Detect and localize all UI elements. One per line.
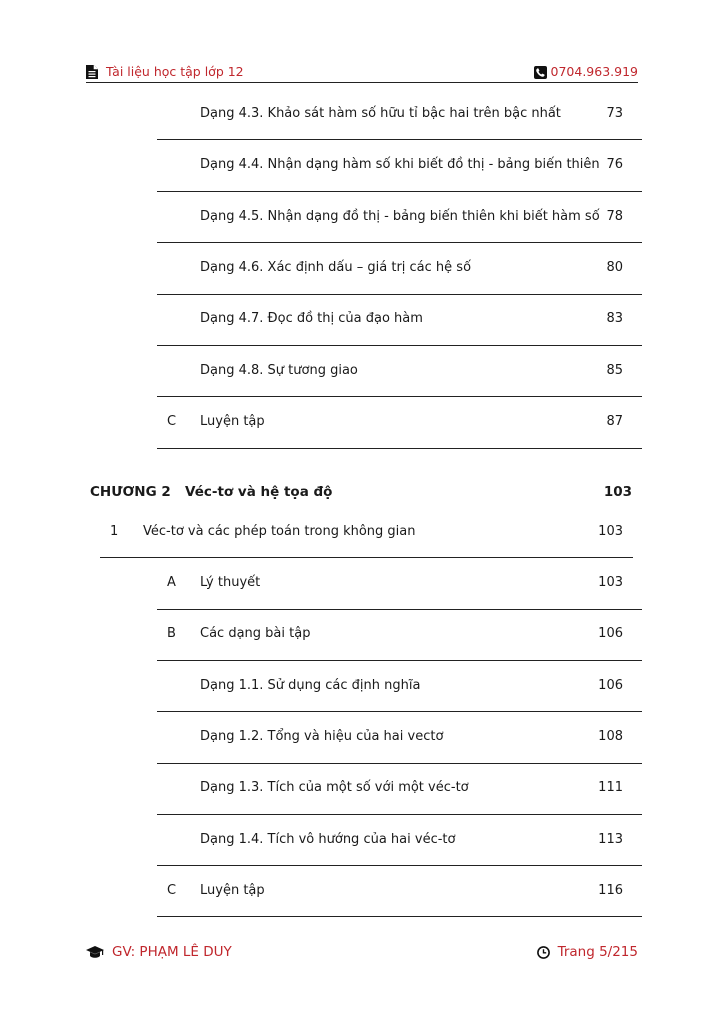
section-divider bbox=[100, 557, 633, 558]
toc-divider bbox=[157, 345, 642, 346]
toc-entry-number: B bbox=[167, 626, 176, 641]
toc-divider bbox=[157, 448, 642, 449]
page-footer bbox=[86, 943, 638, 963]
toc-entry-label: Dạng 4.8. Sự tương giao bbox=[200, 363, 358, 378]
header-right bbox=[534, 64, 638, 80]
toc-entry-label: Dạng 4.4. Nhận dạng hàm số khi biết đồ thị - bảng biến thiên bbox=[200, 157, 600, 172]
file-icon bbox=[86, 65, 98, 79]
toc-entry-page: 83 bbox=[606, 311, 623, 326]
toc-divider bbox=[157, 609, 642, 610]
chapter-title: Véc-tơ và hệ tọa độ bbox=[185, 484, 333, 500]
section-page: 103 bbox=[598, 524, 623, 539]
toc-entry-page: 85 bbox=[606, 363, 623, 378]
footer-page-label: Trang 5/215 bbox=[557, 944, 638, 960]
toc-entry-label: Dạng 1.2. Tổng và hiệu của hai vectơ bbox=[200, 729, 444, 744]
toc-divider bbox=[157, 294, 642, 295]
page-header bbox=[86, 64, 638, 83]
toc-entry-page: 87 bbox=[606, 414, 623, 429]
header-doc-title: Tài liệu học tập lớp 12 bbox=[106, 64, 244, 79]
toc-divider bbox=[157, 865, 642, 866]
toc-divider bbox=[157, 242, 642, 243]
toc-entry-page: 80 bbox=[606, 260, 623, 275]
chapter-page: 103 bbox=[603, 484, 632, 500]
toc-divider bbox=[157, 916, 642, 917]
header-left bbox=[86, 64, 244, 80]
chapter-number: CHƯƠNG 2 bbox=[90, 484, 171, 500]
toc-entry-label: Lý thuyết bbox=[200, 575, 261, 590]
toc-entry-page: 73 bbox=[606, 106, 623, 121]
toc-entry-label: Luyện tập bbox=[200, 414, 265, 429]
toc-entry-page: 111 bbox=[598, 780, 623, 795]
clock-icon bbox=[537, 946, 550, 959]
toc-entry-page: 103 bbox=[598, 575, 623, 590]
toc-divider bbox=[157, 191, 642, 192]
toc-entry-label: Các dạng bài tập bbox=[200, 626, 311, 641]
toc-entry-page: 106 bbox=[598, 678, 623, 693]
phone-icon bbox=[534, 66, 547, 79]
graduation-cap-icon bbox=[86, 946, 104, 958]
footer-left bbox=[86, 943, 232, 961]
toc-entry-label: Dạng 4.3. Khảo sát hàm số hữu tỉ bậc hai trên bậc nhất bbox=[200, 106, 561, 121]
toc-divider bbox=[157, 814, 642, 815]
toc-entry-label: Dạng 4.5. Nhận dạng đồ thị - bảng biến thiên khi biết hàm số bbox=[200, 209, 600, 224]
footer-author: GV: PHẠM LÊ DUY bbox=[112, 944, 232, 960]
toc-entry-page: 106 bbox=[598, 626, 623, 641]
toc-entry-label: Dạng 1.4. Tích vô hướng của hai véc-tơ bbox=[200, 832, 456, 847]
toc-entry-label: Dạng 1.3. Tích của một số với một véc-tơ bbox=[200, 780, 469, 795]
toc-entry-page: 113 bbox=[598, 832, 623, 847]
toc-divider bbox=[157, 660, 642, 661]
toc-entry-number: C bbox=[167, 414, 177, 429]
toc-entry-page: 108 bbox=[598, 729, 623, 744]
header-phone: 0704.963.919 bbox=[550, 64, 638, 79]
section-label: Véc-tơ và các phép toán trong không gian bbox=[143, 524, 416, 539]
toc-entry-label: Luyện tập bbox=[200, 883, 265, 898]
toc-entry-label: Dạng 4.7. Đọc đồ thị của đạo hàm bbox=[200, 311, 423, 326]
toc-divider bbox=[157, 139, 642, 140]
toc-entry-page: 76 bbox=[606, 157, 623, 172]
toc-entry-label: Dạng 1.1. Sử dụng các định nghĩa bbox=[200, 678, 421, 693]
toc-entry-page: 116 bbox=[598, 883, 623, 898]
toc-entry-number: A bbox=[167, 575, 176, 590]
section-number: 1 bbox=[110, 524, 119, 539]
toc-divider bbox=[157, 763, 642, 764]
toc-entry-label: Dạng 4.6. Xác định dấu – giá trị các hệ số bbox=[200, 260, 472, 275]
toc-divider bbox=[157, 396, 642, 397]
toc-entry-number: C bbox=[167, 883, 177, 898]
toc-entry-page: 78 bbox=[606, 209, 623, 224]
footer-right bbox=[537, 943, 638, 961]
toc-divider bbox=[157, 711, 642, 712]
